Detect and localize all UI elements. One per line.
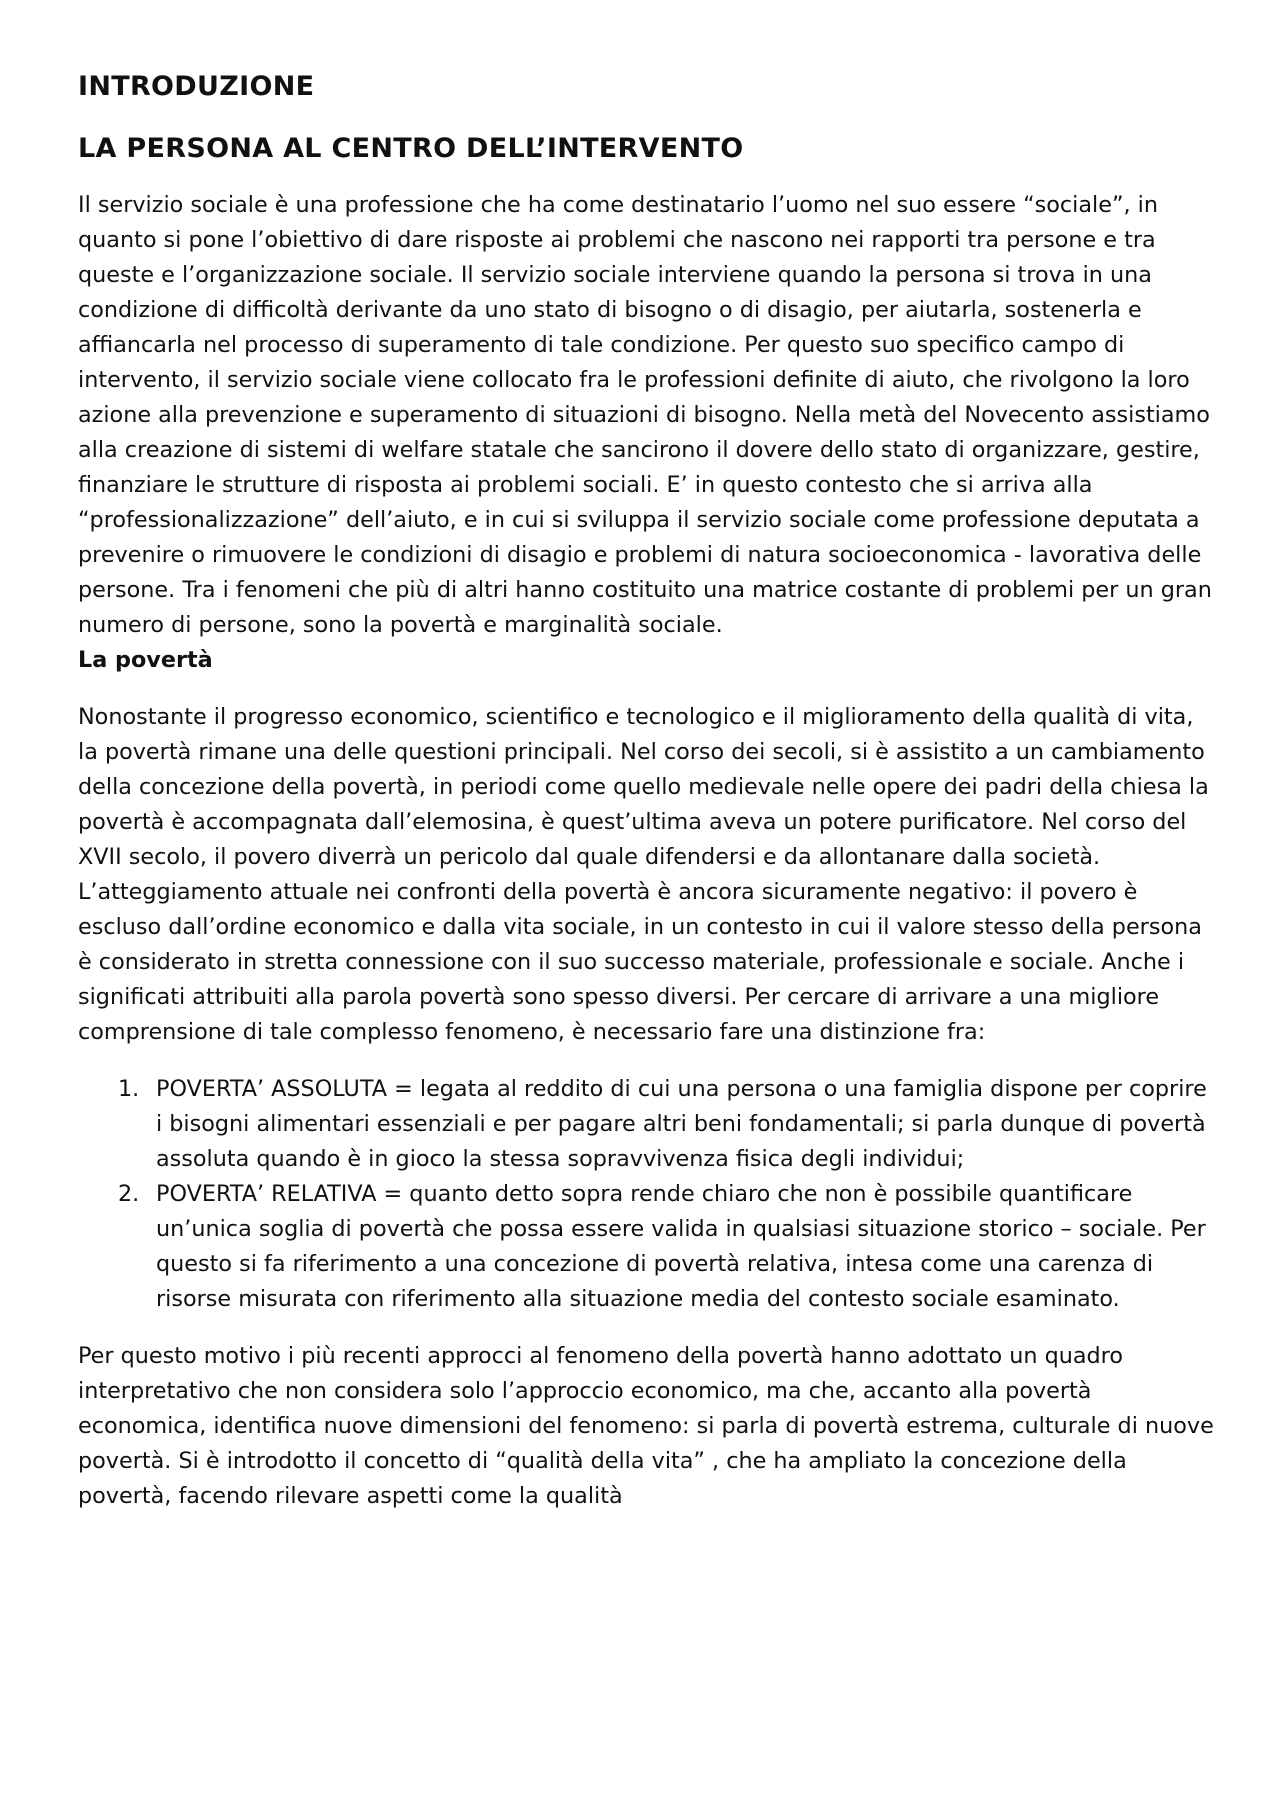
list-item-text: POVERTA’ RELATIVA = quanto detto sopra rende chiaro che non è possibile quantificare un’unica soglia di povertà che possa essere valida in qualsiasi situazione storico – sociale. Per questo si fa riferimento a una concezione di povertà relativa, intesa come una carenza di risorse misurata con riferimento alla situazione media del contesto sociale esaminato. (156, 1181, 1206, 1312)
paragraph-intro: Il servizio sociale è una professione che ha come destinatario l’uomo nel suo essere “sociale”, in quanto si pone l’obiettivo di dare risposte ai problemi che nascono nei rapporti tra persone e tra queste e l’organizzazione sociale. Il servizio sociale interviene quando la persona si trova in una condizione di difficoltà derivante da uno stato di bisogno o di disagio, per aiutarla, sostenerla e affiancarla nel processo di superamento di tale condizione. Per questo suo specifico campo di intervento, il servizio sociale viene collocato fra le professioni definite di aiuto, che rivolgono la loro azione alla prevenzione e superamento di situazioni di bisogno. Nella metà del Novecento assistiamo alla creazione di sistemi di welfare statale che sancirono il dovere dello stato di organizzare, gestire, finanziare le strutture di risposta ai problemi sociali. E’ in questo contesto che si arriva alla “professionalizzazione” dell’aiuto, e in cui si sviluppa il servizio sociale come professione deputata a prevenire o rimuovere le condizioni di disagio e problemi di natura socioeconomica - lavorativa delle persone. Tra i fenomeni che più di altri hanno costituito una matrice costante di problemi per un gran numero di persone, sono la povertà e marginalità sociale. (78, 192, 1212, 638)
poverty-types-list (78, 1072, 1218, 1317)
paragraph-poverty: Nonostante il progresso economico, scientifico e tecnologico e il miglioramento della qualità di vita, la povertà rimane una delle questioni principali. Nel corso dei secoli, si è assistito a un cambiamento della concezione della povertà, in periodi come quello medievale nelle opere dei padri della chiesa la povertà è accompagnata dall’elemosina, è quest’ultima aveva un potere purificatore. Nel corso del XVII secolo, il povero diverrà un pericolo dal quale difendersi e da allontanare dalla società. L’atteggiamento attuale nei confronti della povertà è ancora sicuramente negativo: il povero è escluso dall’ordine economico e dalla vita sociale, in un contesto in cui il valore stesso della persona è considerato in stretta connessione con il suo successo materiale, professionale e sociale. Anche i significati attribuiti alla parola povertà sono spesso diversi. Per cercare di arrivare a una migliore comprensione di tale complesso fenomeno, è necessario fare una distinzione fra: (78, 704, 1209, 1045)
list-item (78, 1072, 1218, 1177)
paragraph-approaches: Per questo motivo i più recenti approcci al fenomeno della povertà hanno adottato un quadro interpretativo che non considera solo l’approccio economico, ma che, accanto alla povertà economica, identifica nuove dimensioni del fenomeno: si parla di povertà estrema, culturale di nuove povertà. Si è introdotto il concetto di “qualità della vita” , che ha ampliato la concezione della povertà, facendo rilevare aspetti come la qualità (78, 1343, 1214, 1509)
document-heading: INTRODUZIONE (78, 71, 315, 102)
chapter-title: LA PERSONA AL CENTRO DELL’INTERVENTO (78, 133, 744, 164)
list-item-number: 1. (118, 1076, 140, 1102)
list-item-text: POVERTA’ ASSOLUTA = legata al reddito di cui una persona o una famiglia dispone per coprire i bisogni alimentari essenziali e per pagare altri beni fondamentali; si parla dunque di povertà assoluta quando è in gioco la stessa sopravvivenza fisica degli individui; (156, 1076, 1207, 1172)
list-item (78, 1177, 1218, 1317)
section-subheading: La povertà (78, 647, 213, 673)
document-page (78, 70, 1218, 1514)
list-item-number: 2. (118, 1181, 140, 1207)
